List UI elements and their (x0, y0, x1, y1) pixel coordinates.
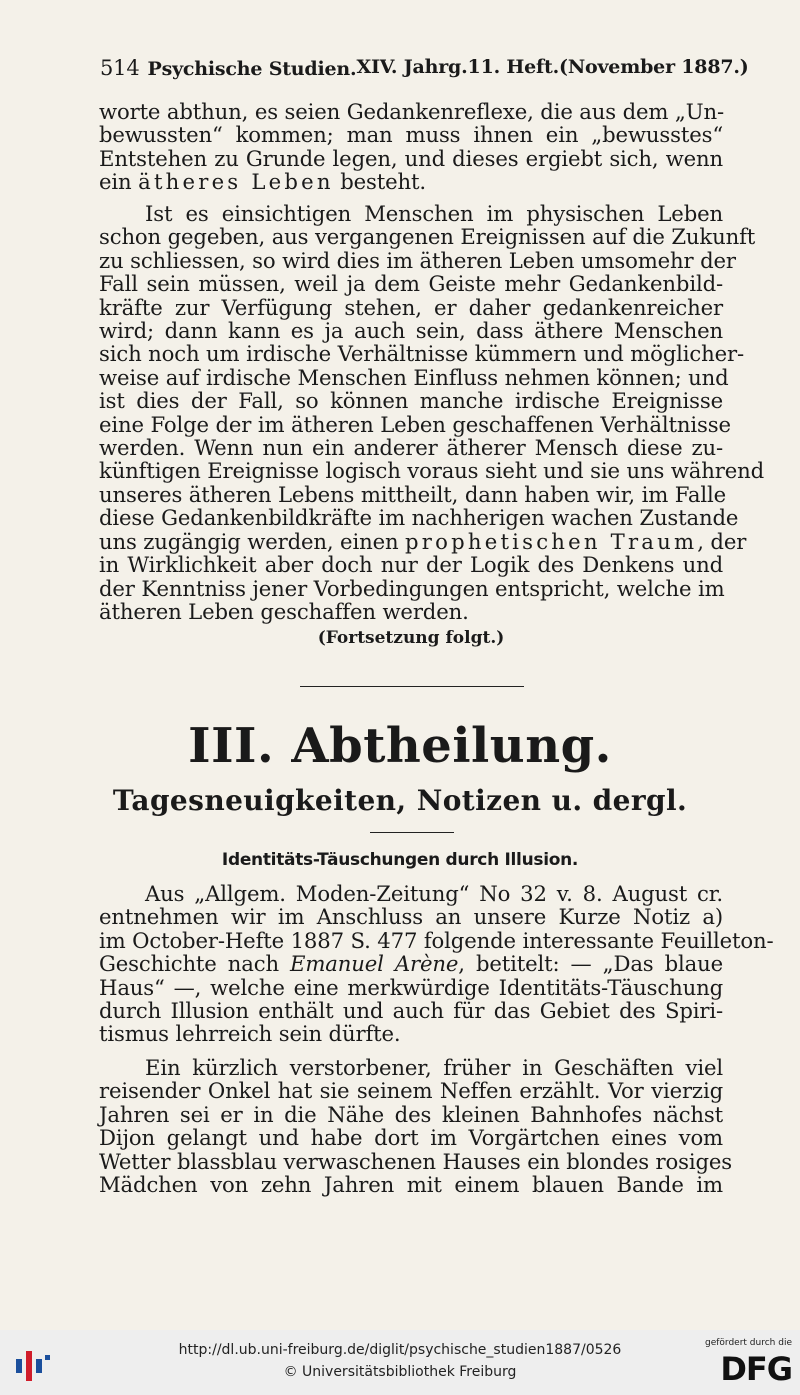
funding-note: gefördert durch die (705, 1338, 792, 1348)
divider-rule (300, 686, 524, 687)
text-line: im October-Hefte 1887 S. 477 folgende interessante Feuilleton- (99, 927, 774, 953)
text-line: Dijon gelangt und habe dort im Vorgärtchen eines vom (99, 1125, 723, 1151)
text-line: tismus lehrreich sein dürfte. (99, 1021, 401, 1047)
page-number: 514 (100, 56, 140, 80)
text-line: der Kenntniss jener Vorbedingungen entspricht, welche im (99, 575, 725, 601)
text-line: Aus „Allgem. Moden-Zeitung“ No 32 v. 8. August cr. (145, 881, 723, 906)
article-title: Identitäts-Täuschungen durch Illusion. (221, 850, 579, 870)
text-line: eine Folge der im ätheren Leben geschaffenen Verhältnisse (99, 411, 731, 437)
text-line (99, 170, 723, 193)
text-line: schon gegeben, aus vergangenen Ereignissen auf die Zukunft (99, 224, 756, 250)
text-fragment: , der (697, 528, 747, 554)
text-fragment: besteht. (333, 169, 426, 195)
copyright: © Universitätsbibliothek Freiburg (283, 1364, 517, 1380)
text-line: ätheren Leben geschaffen werden. (99, 598, 469, 624)
text-line (99, 952, 723, 975)
running-header (100, 56, 749, 80)
dfg-logo: DFG (720, 1350, 792, 1388)
text-line: Mädchen von zehn Jahren mit einem blauen Bande im (99, 1172, 723, 1198)
text-fragment: , betitelt: — „Das blaue (458, 951, 724, 977)
text-line: zu schliessen, so wird dies im ätheren Leben umsomehr der (99, 247, 736, 273)
text-line: Ein kürzlich verstorbener, früher in Geschäften viel (145, 1055, 723, 1080)
text-line: Entstehen zu Grunde legen, und dieses ergiebt sich, wenn (99, 145, 723, 171)
text-line: Haus“ —, welche eine merkwürdige Identitäts-Täuschung (99, 974, 723, 1000)
volume: XIV. Jahrg. (356, 56, 468, 78)
text-line: sich noch um irdische Verhältnisse kümmern und möglicher- (99, 341, 745, 367)
text-line: Wetter blassblau verwaschenen Hauses ein blondes rosiges (99, 1148, 733, 1174)
emphasized-text: ätheres Leben (138, 169, 334, 195)
emphasized-text: prophetischen Traum (405, 528, 698, 554)
footer-bar (0, 1330, 800, 1395)
text-line: ist dies der Fall, so können manche irdische Ereignisse (99, 388, 723, 414)
text-line: wird; dann kann es ja auch sein, dass äthere Menschen (99, 318, 723, 344)
text-line: Fall sein müssen, weil ja dem Geiste mehr Gedankenbild- (99, 271, 723, 297)
text-line: in Wirklichkeit aber doch nur der Logik des Denkens und (99, 552, 723, 578)
issue: 11. Heft. (467, 56, 560, 78)
text-line: diese Gedankenbildkräfte im nachherigen wachen Zustande (99, 505, 739, 531)
journal-title: Psychische Studien. (147, 58, 357, 80)
article-paragraph-2 (99, 1055, 733, 1198)
text-line: worte abthun, es seien Gedankenreflexe, die aus dem „Un- (99, 99, 724, 124)
paragraph-2 (99, 201, 765, 624)
text-line: unseres ätheren Lebens mittheilt, dann haben wir, im Falle (99, 481, 726, 507)
article-paragraph-1 (99, 881, 774, 1047)
text-line: werden. Wenn nun ein anderer ätherer Mensch diese zu- (99, 435, 723, 461)
text-fragment: ein (99, 169, 139, 195)
text-line: weise auf irdische Menschen Einfluss nehmen können; und (99, 364, 729, 390)
section-subtitle: Tagesneuigkeiten, Notizen u. dergl. (112, 784, 688, 817)
text-line: reisender Onkel hat sie seinem Neffen erzählt. Vor vierzig (99, 1078, 723, 1104)
text-line: kräfte zur Verfügung stehen, er daher gedankenreicher (99, 294, 723, 320)
continued-note: (Fortsetzung folgt.) (317, 628, 505, 648)
text-fragment: Geschichte nach (99, 951, 291, 977)
text-line: Jahren sei er in die Nähe des kleinen Bahnhofes nächst (99, 1101, 723, 1127)
text-line: künftigen Ereignisse logisch voraus sieht und sie uns während (99, 458, 765, 484)
text-line: bewussten“ kommen; man muss ihnen ein „bewusstes“ (99, 122, 723, 148)
paragraph-1 (99, 100, 723, 194)
author-name: Emanuel Arène (290, 951, 459, 977)
text-line: entnehmen wir im Anschluss an unsere Kurze Notiz a) (99, 904, 723, 930)
text-fragment: uns zugängig werden, einen (99, 528, 406, 554)
section-title: III. Abtheilung. (188, 718, 612, 774)
divider-rule-short (370, 832, 454, 833)
issue-date: (November 1887.) (559, 56, 749, 78)
text-line: durch Illusion enthält und auch für das Gebiet des Spiri- (99, 998, 723, 1024)
permalink[interactable]: http://dl.ub.uni-freiburg.de/diglit/psychische_studien1887/0526 (178, 1342, 622, 1358)
text-line: Ist es einsichtigen Menschen im physischen Leben (145, 201, 723, 226)
text-line (99, 528, 747, 554)
